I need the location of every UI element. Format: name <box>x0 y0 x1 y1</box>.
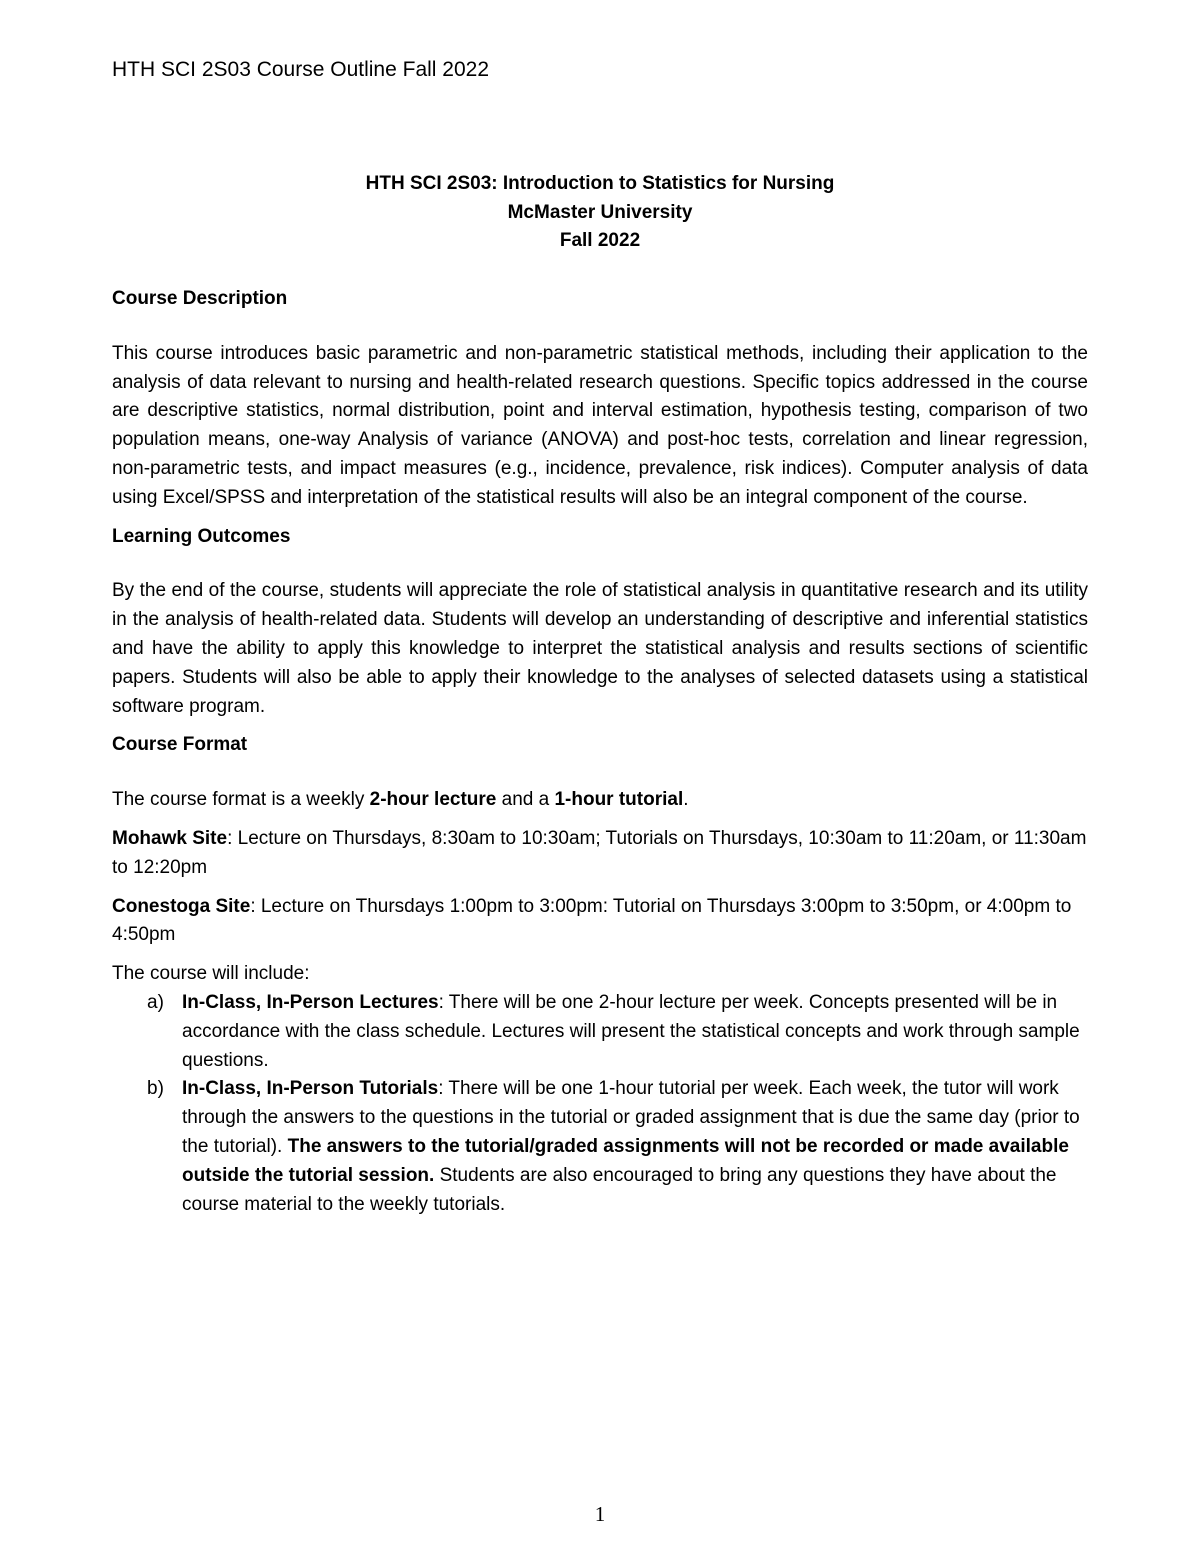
learning-outcomes-text: By the end of the course, students will appreciate the role of statistical analysis in quantitative research and its utility in the analysis of health-related data. Students will develop an understanding of descriptive and inferential statistics and have the ability to apply this knowledge to interpret the statistical analysis and results sections of scientific papers. Students will also be able to apply their knowledge to the analyses of selected datasets using a statistical software program. <box>112 580 1088 717</box>
list-marker: b) <box>147 1078 164 1100</box>
course-description-heading: Course Description <box>112 288 288 309</box>
list-item-lectures: a) In-Class, In-Person Lectures: There will be one 2-hour lecture per week. Concepts presented will be in accordance with the class schedule. Lectures will present the statistical concepts and work through sample questions. <box>112 989 1088 1075</box>
page-number: 1 <box>594 1502 606 1526</box>
course-format-heading: Course Format <box>112 734 248 756</box>
term: Fall 2022 <box>559 230 641 251</box>
course-components-list <box>112 989 1088 1219</box>
mohawk-site-label: Mohawk Site <box>112 827 228 849</box>
document-title <box>0 170 1200 256</box>
list-marker: a) <box>147 991 164 1013</box>
list-item-tutorials: b) In-Class, In-Person Tutorials: There will be one 1-hour tutorial per week. Each week, the tutor will work through the answers to the questions in the tutorial or graded assignment that is due the same day (prior to the tutorial). The answers to the tutorial/graded assignments will not be recorded or made available outside the tutorial session. Students are also encouraged to bring any questions they have about the course material to the weekly tutorials. <box>112 1075 1088 1219</box>
learning-outcomes-heading: Learning Outcomes <box>112 525 291 547</box>
course-include-intro: The course will include: <box>112 963 310 985</box>
conestoga-site-label: Conestoga Site <box>112 895 251 917</box>
course-description-text: This course introduces basic parametric and non-parametric statistical methods, including their application to the analysis of data relevant to nursing and health-related research questions. Specific topics addressed in the course are descriptive statistics, normal distribution, point and interval estimation, hypothesis testing, comparison of two population means, one-way Analysis of variance (ANOVA) and post-hoc tests, correlation and linear regression, non-parametric tests, and impact measures (e.g., incidence, prevalence, risk indices). Computer analysis of data using Excel/SPSS and interpretation of the statistical results will also be an integral component of the course. <box>112 342 1088 508</box>
mohawk-site-schedule: Mohawk Site: Lecture on Thursdays, 8:30am to 10:30am; Tutorials on Thursdays, 10:30am to 11:20am, or 11:30am to 12:20pm <box>112 827 1087 878</box>
list-item-emphasis: The answers to the tutorial/graded assignments will not be recorded or made available outside the tutorial session. <box>182 1135 1069 1186</box>
university-name: McMaster University <box>507 201 693 223</box>
running-header: HTH SCI 2S03 Course Outline Fall 2022 <box>112 58 490 81</box>
main-content <box>112 285 1088 1219</box>
course-format-summary: The course format is a weekly 2-hour lecture and a 1-hour tutorial. <box>112 789 689 811</box>
list-item-label: In-Class, In-Person Tutorials <box>182 1078 439 1100</box>
course-title: HTH SCI 2S03: Introduction to Statistics for Nursing <box>365 173 835 194</box>
list-item-label: In-Class, In-Person Lectures <box>182 991 439 1013</box>
conestoga-site-schedule: Conestoga Site: Lecture on Thursdays 1:00pm to 3:00pm: Tutorial on Thursdays 3:00pm to 3:50pm, or 4:00pm to 4:50pm <box>112 895 1072 946</box>
